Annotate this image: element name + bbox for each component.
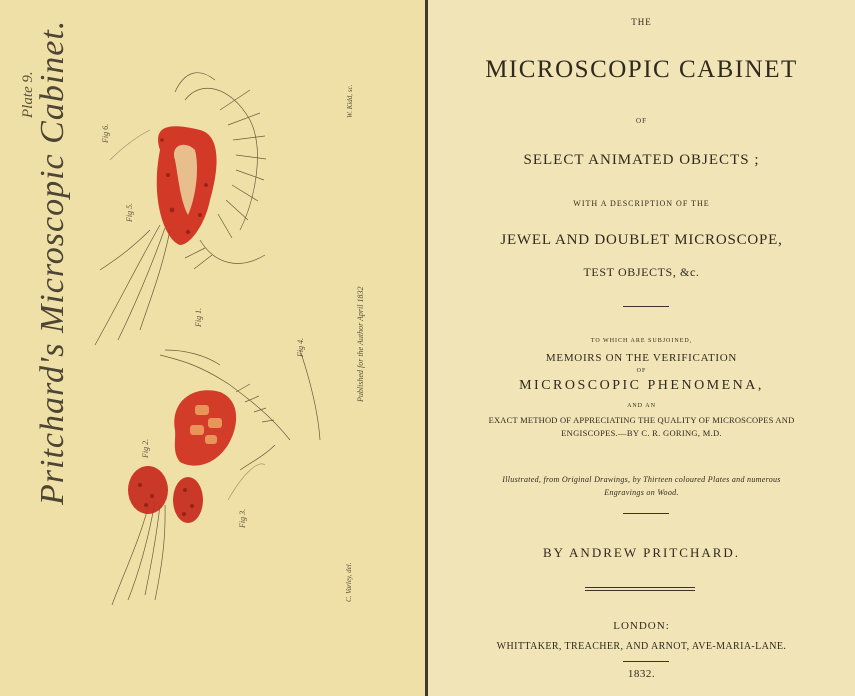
with-description: WITH A DESCRIPTION OF THE bbox=[573, 199, 710, 208]
year: 1832. bbox=[627, 668, 656, 680]
subjoined: TO WHICH ARE SUBJOINED, bbox=[590, 338, 693, 344]
specimen-lower-body bbox=[174, 390, 236, 465]
title-of-2: OF bbox=[636, 368, 647, 374]
exact-method-2: ENGISCOPES.—BY C. R. GORING, M.D. bbox=[561, 428, 722, 438]
engraver-credit: W. Kidd, sc. bbox=[346, 84, 354, 118]
fig-label: Fig 4. bbox=[296, 337, 305, 357]
phenomena: MICROSCOPIC PHENOMENA, bbox=[519, 378, 764, 393]
fig-label: Fig 2. bbox=[141, 438, 150, 458]
exact-method-1: EXACT METHOD OF APPRECIATING THE QUALITY OF MICROSCOPES AND bbox=[488, 415, 795, 425]
jewel-line: JEWEL AND DOUBLET MICROSCOPE, bbox=[500, 232, 783, 248]
publisher-line: Published for the Author April 1832 bbox=[356, 286, 365, 402]
illustrated-2: Engravings on Wood. bbox=[604, 488, 679, 497]
title-the: THE bbox=[631, 17, 652, 27]
fig3-sketch bbox=[228, 464, 265, 500]
main-title: MICROSCOPIC CABINET bbox=[485, 56, 798, 83]
draughtsman-credit: C. Varley, del. bbox=[345, 562, 353, 602]
egg-sac-right bbox=[173, 477, 203, 523]
fig6-sketch bbox=[110, 130, 150, 160]
double-rule bbox=[585, 587, 695, 591]
divider-rule bbox=[623, 513, 669, 514]
subtitle: SELECT ANIMATED OBJECTS ; bbox=[523, 152, 760, 168]
fig-label: Fig 6. bbox=[101, 123, 110, 143]
fig-label: Fig 1. bbox=[194, 307, 203, 327]
plate-illustration bbox=[0, 0, 425, 696]
test-objects: TEST OBJECTS, &c. bbox=[583, 265, 700, 279]
plate-page bbox=[0, 0, 425, 696]
egg-sac-left bbox=[128, 466, 168, 514]
title-of: OF bbox=[636, 117, 647, 125]
author: BY ANDREW PRITCHARD. bbox=[542, 545, 741, 560]
fig-label: Fig 5. bbox=[125, 202, 134, 222]
publisher: WHITTAKER, TREACHER, AND ARNOT, AVE-MARIA-LANE. bbox=[496, 641, 787, 652]
plate-number: Plate 9. bbox=[20, 71, 36, 118]
title-page bbox=[428, 0, 855, 696]
and-an: AND AN bbox=[627, 403, 656, 409]
illustrated-1: Illustrated, from Original Drawings, by Thirteen coloured Plates and numerous bbox=[502, 475, 781, 484]
memoirs: MEMOIRS ON THE VERIFICATION bbox=[545, 352, 738, 364]
plate-title: Pritchard's Microscopic Cabinet. bbox=[34, 19, 71, 505]
divider-rule bbox=[623, 661, 669, 662]
fig-label: Fig 3. bbox=[238, 508, 247, 528]
divider-rule bbox=[623, 306, 669, 307]
city: LONDON: bbox=[613, 620, 670, 632]
